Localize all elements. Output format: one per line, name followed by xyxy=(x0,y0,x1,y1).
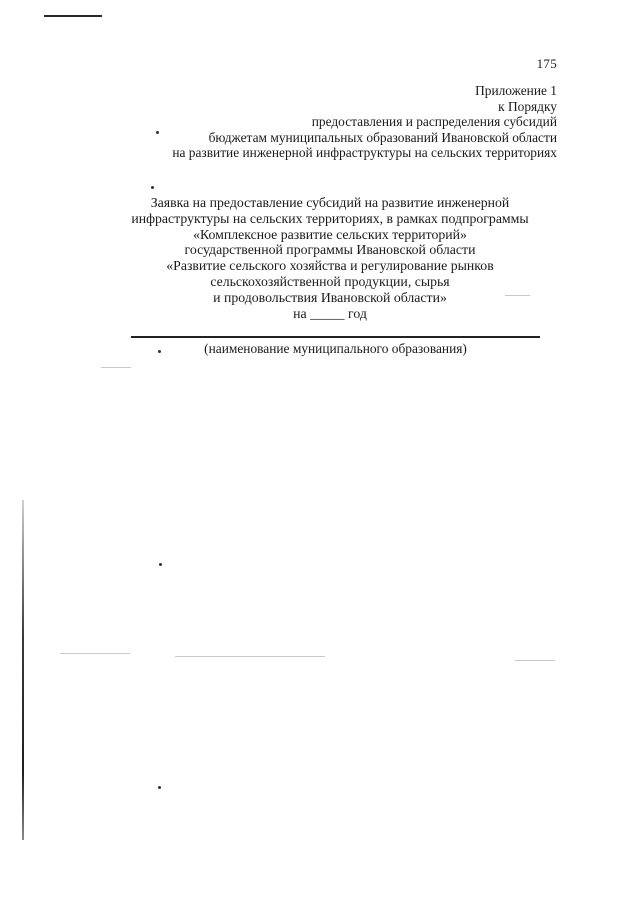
title-line: инфраструктуры на сельских территориях, в рамках подпрограммы xyxy=(131,210,529,226)
scan-noise xyxy=(101,367,131,368)
appendix-line: предоставления и распределения субсидий xyxy=(311,114,557,129)
appendix-line: на развитие инженерной инфраструктуры на сельских территориях xyxy=(172,145,557,160)
page-number: 175 xyxy=(536,56,557,71)
application-title xyxy=(110,195,550,321)
title-line: «Комплексное развитие сельских территорий» xyxy=(193,226,467,242)
title-year-line: на _____ год xyxy=(293,305,367,321)
appendix-line: Приложение 1 xyxy=(475,83,557,98)
title-line: Заявка на предоставление субсидий на развитие инженерной xyxy=(150,195,510,210)
scan-noise xyxy=(175,656,325,657)
scan-speck xyxy=(158,350,161,353)
title-line: сельскохозяйственной продукции, сырья xyxy=(210,273,450,289)
title-line: и продовольствия Ивановской области» xyxy=(213,289,447,305)
scan-speck xyxy=(156,131,159,134)
scan-speck xyxy=(158,786,161,789)
scan-corner-mark xyxy=(44,15,102,17)
municipality-caption: (наименование муниципального образования) xyxy=(204,341,467,356)
appendix-line: бюджетам муниципальных образований Ивановской области xyxy=(208,129,557,145)
scan-speck xyxy=(151,186,154,189)
title-line: государственной программы Ивановской области xyxy=(184,242,476,258)
appendix-line: к Порядку xyxy=(498,98,557,114)
title-line: «Развитие сельского хозяйства и регулирование рынков xyxy=(166,258,494,274)
appendix-header xyxy=(172,83,557,161)
scan-left-edge xyxy=(22,500,24,840)
scan-noise xyxy=(515,660,555,661)
scan-speck xyxy=(159,563,162,566)
scan-noise xyxy=(505,295,530,296)
municipality-name-line xyxy=(131,336,540,338)
scan-noise xyxy=(60,653,130,654)
